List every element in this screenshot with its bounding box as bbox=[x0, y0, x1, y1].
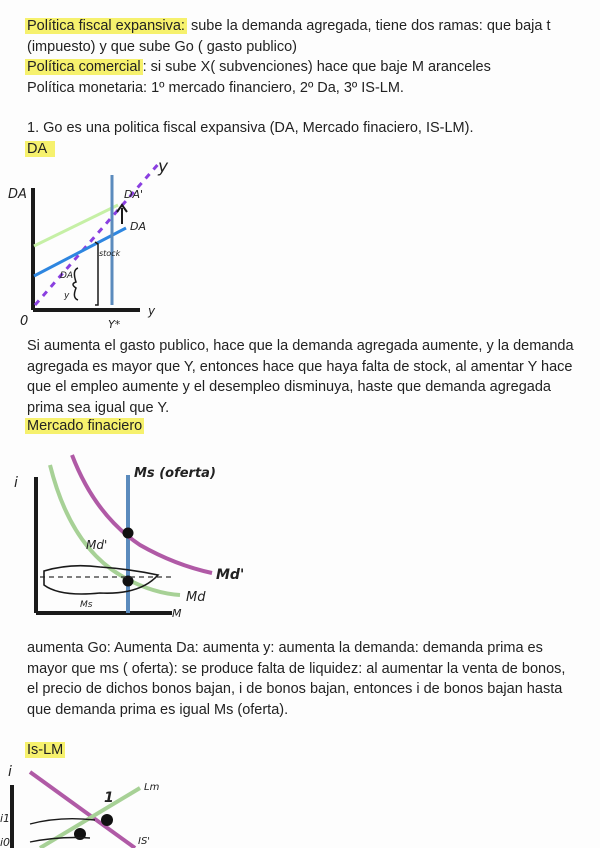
bracket-label: y bbox=[64, 291, 70, 301]
line-fiscal bbox=[27, 16, 551, 36]
x-axis-label: y bbox=[148, 304, 156, 318]
paragraph-mercado: aumenta Go: Aumenta Da: aumenta y: aumenta la demanda: demanda prima es mayor que ms ( oferta): se produce falta de liquidez: al aumentar la venta de bonos, el precio de dichos bonos bajan, i de bonos bajan, entonces i de bonos bajan hasta que demanda prima es igual Ms (oferta). bbox=[27, 640, 566, 718]
line-comercial bbox=[27, 57, 491, 77]
line-mf-heading bbox=[27, 416, 144, 436]
heading-mercado-financiero: Mercado finaciero bbox=[27, 418, 143, 434]
equilibrium-new bbox=[123, 528, 134, 539]
i0-label: i0 bbox=[0, 836, 11, 848]
i-axis-label: i bbox=[14, 475, 18, 491]
point-1-label: 1 bbox=[104, 790, 114, 806]
is-lm-sketch bbox=[0, 760, 200, 848]
m-axis-label: M bbox=[172, 607, 182, 620]
da-sketch bbox=[0, 150, 200, 340]
gap-bracket bbox=[95, 242, 98, 305]
heading-da: DA bbox=[25, 141, 55, 157]
da-axis-label: DA bbox=[8, 187, 27, 202]
y-star-label: Y* bbox=[108, 318, 121, 331]
da-label: DA bbox=[130, 220, 146, 233]
heading-fiscal: Política fiscal expansiva: bbox=[27, 18, 185, 34]
da-brace bbox=[73, 268, 78, 300]
ms-small: Ms bbox=[80, 600, 93, 610]
line-fiscal-2: (impuesto) y que sube Go ( gasto publico) bbox=[27, 39, 297, 55]
da-prime-label: DA' bbox=[124, 188, 144, 201]
excess-demand-brace bbox=[44, 566, 158, 594]
origin-label: 0 bbox=[20, 314, 29, 329]
line-45-label: y bbox=[158, 157, 169, 177]
md-label: Md bbox=[186, 590, 206, 605]
heading-comercial: Política comercial bbox=[27, 59, 141, 75]
md-curve bbox=[50, 465, 180, 595]
line-monetaria: Política monetaria: 1º mercado financiero, 2º Da, 3º IS-LM. bbox=[27, 80, 404, 96]
text-fiscal: sube la demanda agregada, tiene dos ramas: que baja t bbox=[186, 18, 551, 34]
islm-i-axis-label: i bbox=[8, 764, 12, 780]
line-islm-heading bbox=[27, 740, 65, 760]
md-prime-small: Md' bbox=[86, 538, 108, 552]
stock-label: stock bbox=[99, 249, 121, 258]
gap-label: DA bbox=[60, 271, 74, 281]
line-go: 1. Go es una politica fiscal expansiva (DA, Mercado finaciero, IS-LM). bbox=[27, 120, 474, 136]
money-market-sketch bbox=[0, 445, 260, 630]
i1-label: i1 bbox=[0, 812, 11, 825]
ms-label: Ms (oferta) bbox=[134, 466, 216, 481]
lm-label: Lm bbox=[144, 782, 160, 793]
heading-is-lm: Is-LM bbox=[27, 742, 64, 758]
is-prime-label: IS' bbox=[138, 836, 151, 847]
paragraph-da: Si aumenta el gasto publico, hace que la demanda agregada aumente, y la demanda agregada es mayor que Y, entonces hace que haya falta de stock, al amentar Y hace que el empleo aumente y el desempleo disminuya, haste que demanda agregada prima sea igual que Y. bbox=[27, 338, 574, 416]
islm-point bbox=[101, 814, 113, 826]
md-prime-label: Md' bbox=[216, 567, 245, 583]
text-comercial: : si sube X( subvenciones) hace que baje M aranceles bbox=[142, 59, 491, 75]
